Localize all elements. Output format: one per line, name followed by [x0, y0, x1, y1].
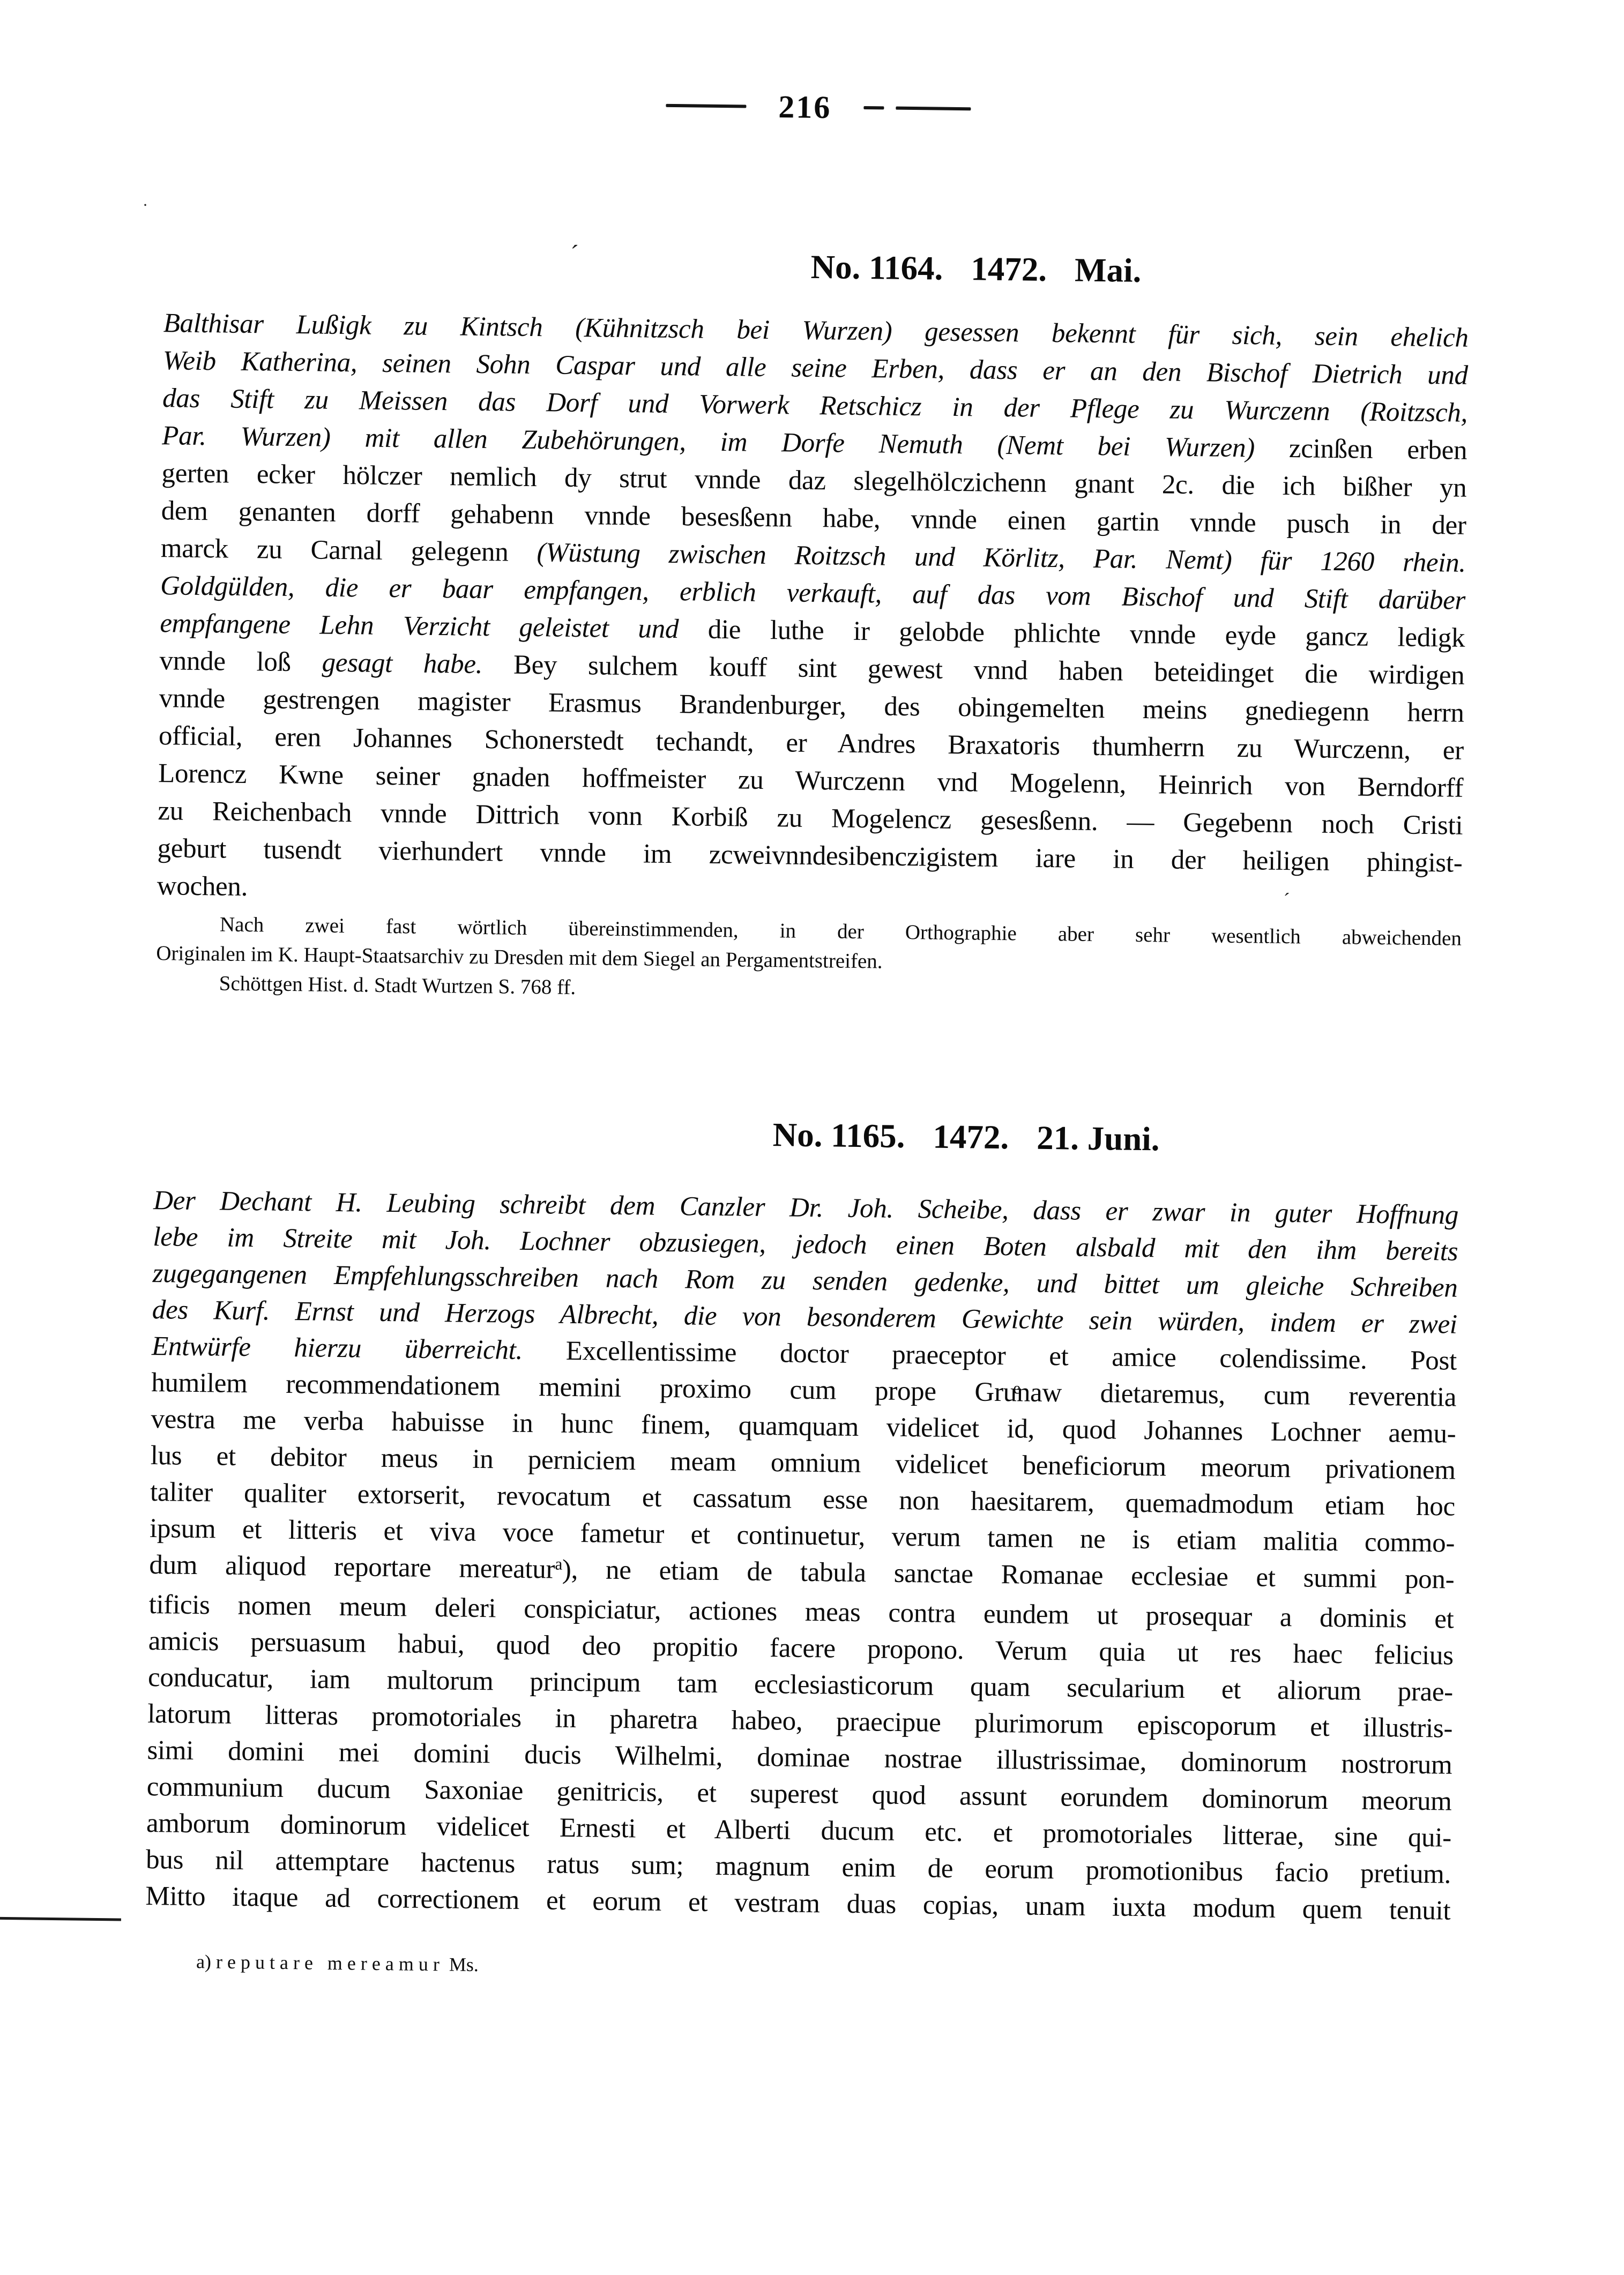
text-run: latorum litteras promotoriales in pharetra habeo, praecipue plurimorum episcoporum et illustris- [147, 1699, 1453, 1744]
text-run: das Stift zu Meissen das Dorf und Vorwerk Retschicz in der Pflege zu Wurczenn (Roitzsch, [162, 383, 1468, 428]
text-run: Par. Wurzen) mit allen Zubehörungen, im Dorfe Nemuth (Nemt bei Wurzen) [162, 421, 1290, 464]
header-rule-left [666, 104, 746, 108]
text-run: Goldgülden, die er baar empfangen, erblich verkauft, auf das vom Bischof und Stift darüber [160, 571, 1466, 616]
page-header [166, 84, 1471, 131]
text-run: tificis nomen meum deleri conspiciatur, actiones meas contra eundem ut prosequar a dominis et [148, 1590, 1454, 1635]
entry-1164-source-note [155, 909, 1462, 1012]
text-run: a) [196, 1951, 217, 1973]
text-run: Bey sulchem kouff sint gewest vnnd haben beteidinget die wirdigen [482, 649, 1465, 691]
text-run: Excellentissime doctor praeceptor et amice colendissime. Post [522, 1335, 1457, 1376]
text-run: Entwürfe hierzu überreicht. [151, 1331, 523, 1366]
text-run: geburt tusendt vierhundert vnnde im zcweivnndesibenczigistem iare in der heiligen phingist- [157, 833, 1463, 878]
entry-1165-year: 1472. [933, 1117, 1009, 1157]
text-run: simi domini mei domini ducis Wilhelmi, dominae nostrae illustrissimae, dominorum nostrorum [147, 1735, 1452, 1780]
text-run: amborum dominorum videlicet Ernesti et Alberti ducum etc. et promotoriales litterae, sine qui- [146, 1808, 1452, 1853]
entry-1164-date: Mai. [1074, 251, 1142, 289]
text-run: vestra me verba habuisse in hunc finem, quamquam videlicet id, quod Johannes Lochner aemu- [151, 1404, 1456, 1449]
text-run: (Wüstung zwischen Roitzsch und Körlitz, Par. Nemt) für 1260 rhein. [537, 538, 1466, 578]
text-run: reputare mereamur [215, 1951, 445, 1975]
text-run: wochen. [157, 871, 248, 902]
text-run: vnnde loß [159, 646, 322, 678]
text-run: empfangene Lehn Verzicht geleistet und [160, 608, 709, 645]
scan-artifact-tick: ´ [570, 240, 579, 267]
entry-1164-heading [164, 240, 1624, 297]
text-run: gerten ecker hölczer nemlich dy strut vnnde daz slegelhölczichenn gnant 2c. die ich bißher yn [161, 458, 1467, 503]
text-run: zugegangenen Empfehlungsschreiben nach Rom zu senden gedenke, und bittet um gleiche Schreiben [152, 1258, 1458, 1303]
entry-1164-text [157, 304, 1469, 920]
text-run: official, eren Johannes Schonerstedt techandt, er Andres Braxatoris thumherrn zu Wurczenn, er [158, 721, 1464, 766]
text-run: bus nil attemptare hactenus ratus sum; magnum enim de eorum promotionibus facio pretium. [145, 1845, 1451, 1890]
text-run: Ms. [444, 1953, 479, 1976]
text-run: ipsum et litteris et viva voce fametur et continuetur, verum tamen ne is etiam malitia commo- [149, 1513, 1455, 1558]
entry-1165-heading [154, 1108, 1624, 1166]
text-run: Der Dechant H. Leubing schreibt dem Canzler Dr. Joh. Scheibe, dass er zwar in guter Hoffnung [153, 1185, 1459, 1230]
text-run: Weib Katherina, seinen Sohn Caspar und alle seine Erben, dass er an den Bischof Dietrich und [162, 346, 1469, 391]
text-run: communium ducum Saxoniae genitricis, et superest quod assunt eorundem dominorum meorum [146, 1772, 1452, 1817]
text-run: ), ne etiam de tabula sanctae Romanae ecclesiae et summi pon- [562, 1554, 1455, 1595]
text-run: amicis persuasum habui, quod deo propitio facere propono. Verum quia ut res haec felicius [148, 1626, 1454, 1671]
text-run: taliter qualiter extorserit, revocatum et cassatum esse non haesitarem, quemadmodum etiam hoc [150, 1477, 1456, 1522]
text-run: lebe im Streite mit Joh. Lochner obzusiegen, jedoch einen Boten alsbald mit den ihm bereits [153, 1222, 1458, 1267]
scan-artifact-dot: . [143, 191, 148, 210]
text-run: dum aliquod reportare mereatur [149, 1550, 555, 1585]
header-rule-right-short [863, 106, 884, 109]
text-run: des Kurf. Ernst und Herzogs Albrecht, die von besonderem Gewichte sein würden, indem er zwei [152, 1295, 1458, 1340]
header-rule-right [863, 106, 971, 110]
footnote-marker: a [555, 1554, 563, 1573]
text-run: conducatur, iam multorum principum tam ecclesiasticorum quam secularium et aliorum prae- [147, 1662, 1454, 1707]
page-number: 216 [778, 89, 832, 125]
entry-1164-year: 1472. [971, 250, 1047, 288]
entry-1165-date: 21. Juni. [1036, 1118, 1160, 1158]
text-run: lus et debitor meus in perniciem meam omnium videlicet beneficiorum meorum privationem [150, 1441, 1456, 1486]
text-run: zu Reichenbach vnnde Dittrich vonn Korbiß zu Mogelencz gesesßenn. — Gegebenn noch Cristi [158, 796, 1463, 841]
text-run: Lorencz Kwne seiner gnaden hoffmeister zu Wurczenn vnd Mogelenn, Heinrich von Berndorff [158, 758, 1464, 803]
text-run: marck zu Carnal gelegenn [160, 533, 537, 568]
text-run: dem genanten dorff gehabenn vnnde besesßenn habe, vnnde einen gartin vnnde pusch in der [161, 496, 1466, 541]
text-run: gesagt habe. [322, 647, 483, 680]
text-run: die luthe ir gelobde phlichte vnnde eyde gancz ledigk [707, 614, 1465, 653]
text-line [196, 1949, 479, 1977]
scan-artifact-tick: ´ [1283, 889, 1290, 911]
text-run: vnnde gestrengen magister Erasmus Brandenburger, des obingemelten meins gnediegenn herrn [159, 683, 1464, 728]
entry-1164-number: No. 1164. [810, 248, 943, 287]
entry-1165-number: No. 1165. [772, 1116, 905, 1155]
footnote [196, 1949, 479, 1977]
text-run: Originalen im K. Haupt-Staatsarchiv zu Dresden mit dem Siegel an Pergamentstreifen. [156, 942, 883, 973]
text-run: zcinßen erben [1288, 434, 1467, 466]
text-run: Mitto itaque ad correctionem et eorum et vestram duas copias, unam iuxta modum quem tenuit [145, 1881, 1451, 1926]
text-run: Nach zwei fast wörtlich übereinstimmenden, in der Orthographie aber sehr wesentlich abweichenden [219, 913, 1462, 950]
text-run: humilem recommendationem memini proximo cum prope Gruͤnaw dietaremus, cum reverentia [151, 1368, 1457, 1413]
text-run: Balthisar Lußigk zu Kintsch (Kühnitzsch bei Wurzen) gesessen bekennt für sich, sein ehelich [163, 308, 1469, 353]
text-run: Schöttgen Hist. d. Stadt Wurtzen S. 768 ff. [219, 972, 576, 999]
entry-1165-text [145, 1182, 1458, 1929]
header-rule-right-long [896, 107, 971, 111]
footnote-rule [0, 1917, 121, 1921]
